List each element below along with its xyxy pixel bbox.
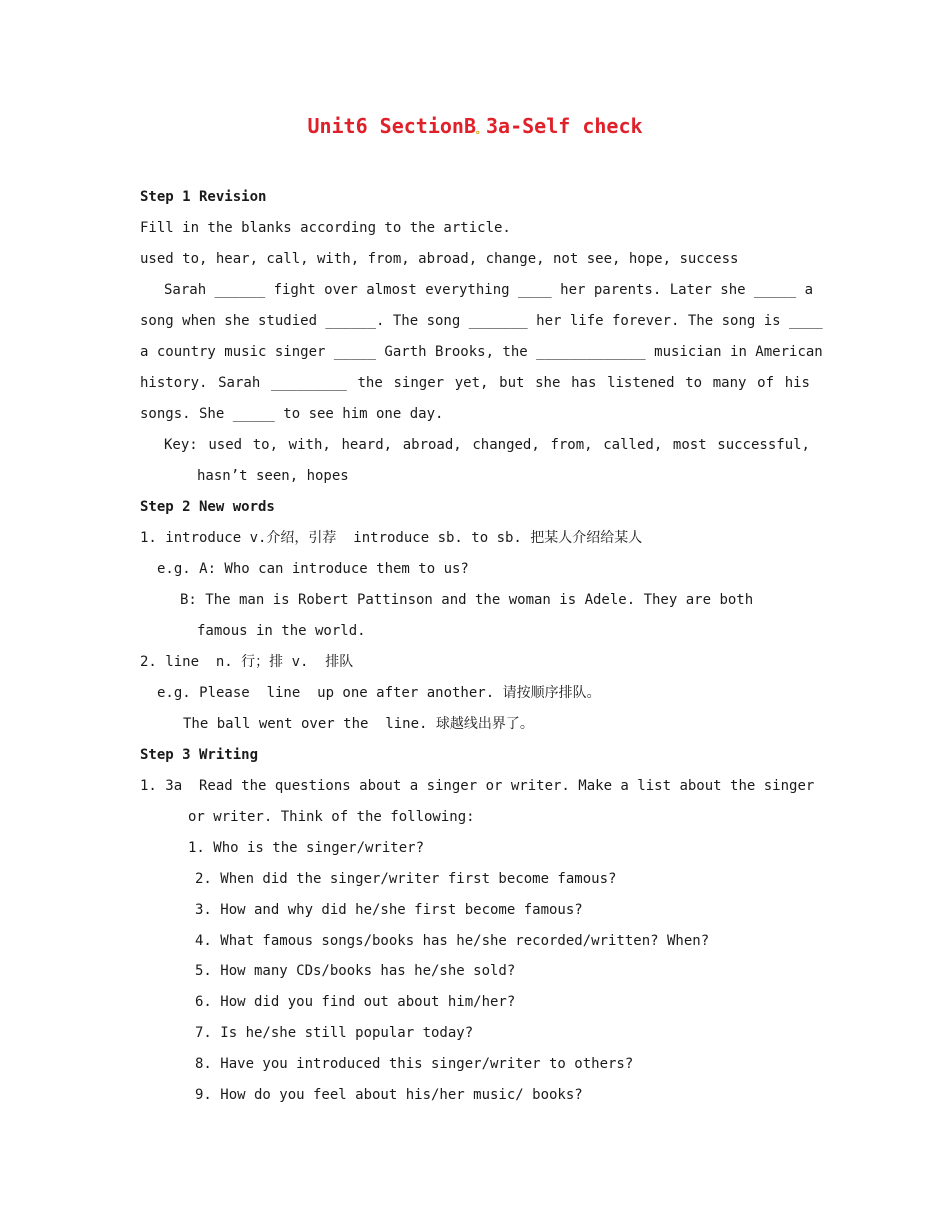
step2-heading: Step 2 New words xyxy=(140,499,275,515)
passage-line: history. Sarah _________ the singer yet, but she has listened to many of his xyxy=(140,375,810,391)
writing-task-continued: or writer. Think of the following: xyxy=(188,809,475,825)
title-dot: 。 xyxy=(476,125,487,136)
example-line-2: The ball went over the line. 球越线出界了。 xyxy=(183,716,534,732)
question-item: 9. How do you feel about his/her music/ books? xyxy=(195,1087,583,1103)
example-introduce-b-continued: famous in the world. xyxy=(197,623,366,639)
answer-key-continued: hasn’t seen, hopes xyxy=(197,468,349,484)
document-title xyxy=(0,114,950,138)
step3-heading: Step 3 Writing xyxy=(140,747,259,763)
question-item: 1. Who is the singer/writer? xyxy=(188,840,425,856)
answer-key: Key: used to, with, heard, abroad, changed, from, called, most successful, xyxy=(164,437,810,453)
step1-heading: Step 1 Revision xyxy=(140,189,267,205)
word-line: 2. line n. 行；排 v. 排队 xyxy=(140,654,354,670)
question-item: 6. How did you find out about him/her? xyxy=(195,994,516,1010)
example-introduce-b: B: The man is Robert Pattinson and the woman is Adele. They are both xyxy=(180,592,754,608)
writing-task: 1. 3a Read the questions about a singer or writer. Make a list about the singer xyxy=(140,778,815,794)
question-item: 5. How many CDs/books has he/she sold? xyxy=(195,963,516,979)
passage-line: Sarah ______ fight over almost everything ____ her parents. Later she _____ a xyxy=(164,282,814,298)
step1-word-bank: used to, hear, call, with, from, abroad, change, not see, hope, success xyxy=(140,251,739,267)
step1-instruction: Fill in the blanks according to the article. xyxy=(140,220,511,236)
question-item: 8. Have you introduced this singer/writer to others? xyxy=(195,1056,634,1072)
example-line: e.g. Please line up one after another. 请按顺序排队。 xyxy=(157,685,601,701)
title-tail: 3a-Self check xyxy=(486,114,643,138)
question-item: 4. What famous songs/books has he/she recorded/written? When? xyxy=(195,933,710,949)
passage-line: a country music singer _____ Garth Brooks, the _____________ musician in American xyxy=(140,344,823,360)
question-item: 3. How and why did he/she first become famous? xyxy=(195,902,583,918)
question-item: 2. When did the singer/writer first become famous? xyxy=(195,871,617,887)
question-item: 7. Is he/she still popular today? xyxy=(195,1025,474,1041)
passage-line: songs. She _____ to see him one day. xyxy=(140,406,444,422)
title-main: Unit6 SectionB xyxy=(307,114,477,138)
example-introduce: e.g. A: Who can introduce them to us? xyxy=(157,561,469,577)
passage-line: song when she studied ______. The song _______ her life forever. The song is ____ xyxy=(140,313,823,329)
word-introduce: 1. introduce v.介绍，引荐 introduce sb. to sb. 把某人介绍给某人 xyxy=(140,530,643,546)
